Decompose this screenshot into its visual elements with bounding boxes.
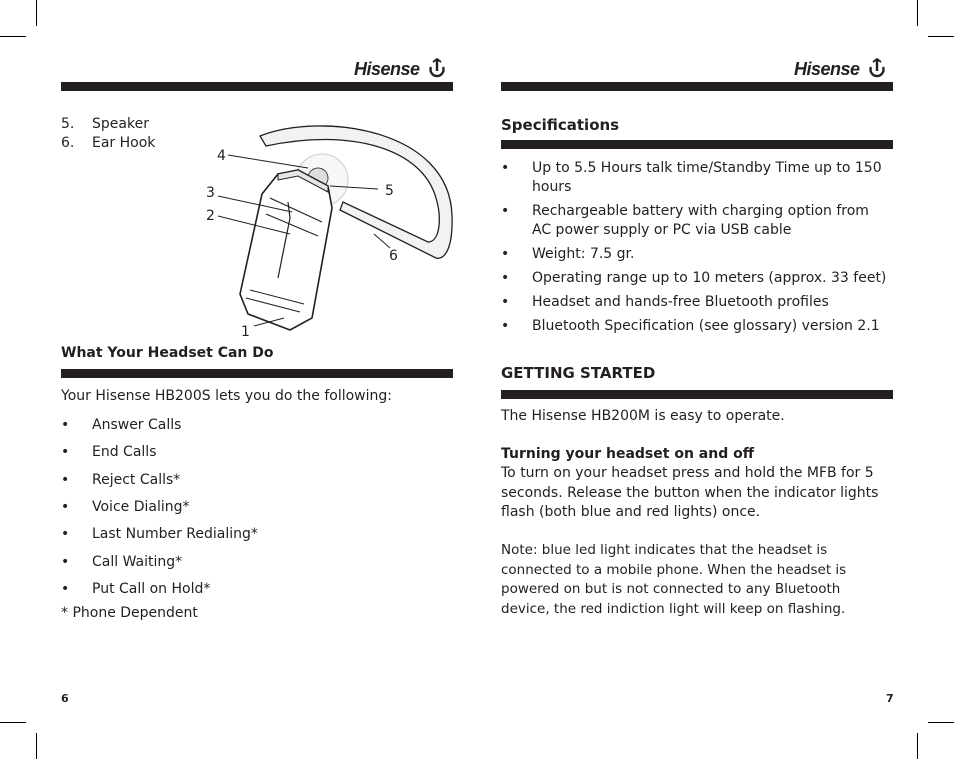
headset-diagram: [200, 118, 460, 340]
feature-label: Last Number Redialing*: [92, 526, 258, 542]
spec-text: Weight: 7.5 gr.: [532, 246, 635, 262]
section-rule: [501, 140, 893, 149]
part-item: [61, 134, 74, 153]
header-rule: [61, 82, 453, 91]
list-item: [501, 159, 893, 199]
brand-wordmark: Hisense: [354, 58, 420, 79]
spec-text: Rechargeable battery with charging option from AC power supply or PC via USB cable: [532, 203, 869, 238]
page-number: 6: [61, 692, 69, 705]
part-label: Ear Hook: [92, 135, 156, 151]
bullet: •: [501, 160, 510, 176]
crop-mark: [917, 0, 918, 26]
bullet: •: [61, 526, 70, 542]
bullet: •: [501, 318, 510, 334]
bullet: •: [61, 417, 70, 433]
crop-mark: [928, 36, 954, 37]
subheading: Turning your headset on and off: [501, 446, 755, 462]
bullet: •: [501, 294, 510, 310]
bullet: •: [61, 444, 70, 460]
crop-mark: [0, 722, 26, 723]
spec-text: Operating range up to 10 meters (approx. 33 feet): [532, 270, 887, 286]
part-number: 5.: [61, 116, 75, 132]
callout-label: 1: [241, 324, 250, 340]
feature-label: Reject Calls*: [92, 472, 181, 488]
crop-mark: [928, 722, 954, 723]
feature-label: Voice Dialing*: [92, 499, 190, 515]
feature-label: Put Call on Hold*: [92, 581, 211, 597]
crop-mark: [36, 733, 37, 759]
part-number: 6.: [61, 135, 75, 151]
bullet: •: [61, 472, 70, 488]
instructions-paragraph: To turn on your headset press and hold the MFB for 5 seconds. Release the button when the indicator lights flash (both blue and red lights) once.: [501, 465, 879, 520]
intro-text: The Hisense HB200M is easy to operate.: [501, 408, 785, 424]
crop-mark: [917, 733, 918, 759]
spec-text: Headset and hands-free Bluetooth profiles: [532, 294, 829, 310]
section-rule: [501, 390, 893, 399]
bullet: •: [501, 246, 510, 262]
callout-label: 3: [206, 185, 215, 201]
crop-mark: [36, 0, 37, 26]
footnote: * Phone Dependent: [61, 605, 198, 621]
section-title: What Your Headset Can Do: [61, 345, 274, 361]
bullet: •: [61, 554, 70, 570]
brand-logo: [354, 57, 446, 81]
bullet: •: [501, 270, 510, 286]
header-rule: [501, 82, 893, 91]
page-number: 7: [886, 692, 894, 705]
feature-label: Answer Calls: [92, 417, 182, 433]
bullet: •: [61, 499, 70, 515]
intro-text: Your Hisense HB200S lets you do the following:: [61, 388, 392, 404]
note-paragraph: Note: blue led light indicates that the headset is connected to a mobile phone. When the headset is powered on but is not connected to any Bluetooth device, the red indiction light will keep on flashing.: [501, 542, 847, 617]
brand-logo: [794, 57, 886, 81]
brand-wordmark: Hisense: [794, 58, 860, 79]
part-label: Speaker: [92, 116, 149, 132]
feature-label: End Calls: [92, 444, 157, 460]
brand-emblem-icon: [868, 58, 886, 80]
list-item: [501, 202, 893, 242]
section-title: Specifications: [501, 116, 620, 134]
crop-mark: [0, 36, 26, 37]
callout-label: 5: [385, 183, 394, 199]
callout-label: 2: [206, 208, 215, 224]
part-item: [61, 115, 74, 134]
brand-emblem-icon: [428, 58, 446, 80]
bullet: •: [501, 203, 510, 219]
section-rule: [61, 369, 453, 378]
feature-label: Call Waiting*: [92, 554, 183, 570]
bullet: •: [61, 581, 70, 597]
section-title: GETTING STARTED: [501, 364, 656, 382]
callout-label: 4: [217, 148, 226, 164]
spec-text: Bluetooth Specification (see glossary) version 2.1: [532, 318, 880, 334]
callout-label: 6: [389, 248, 398, 264]
spec-text: Up to 5.5 Hours talk time/Standby Time up to 150 hours: [532, 160, 882, 195]
